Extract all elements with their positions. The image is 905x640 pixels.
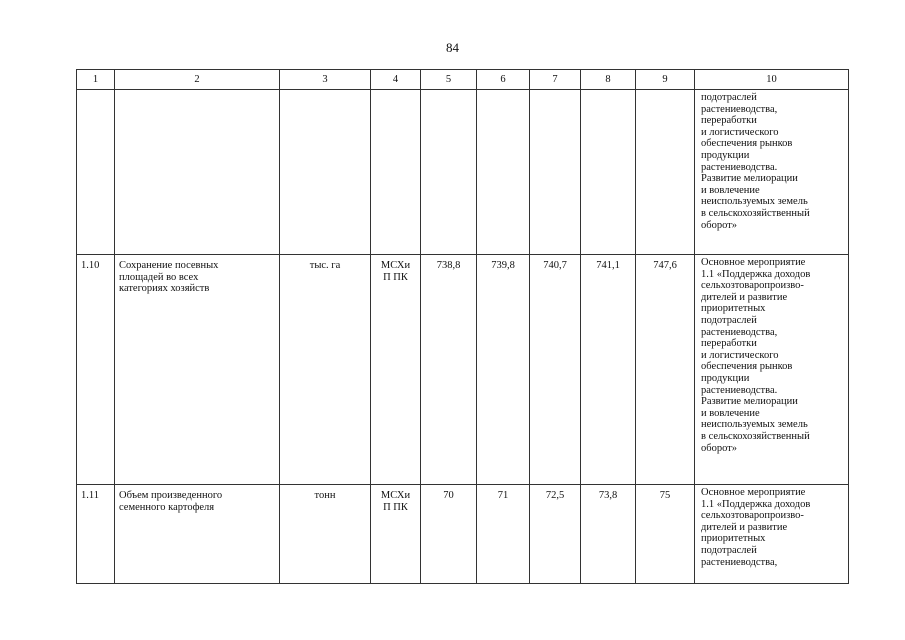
responsible-cell [371,485,421,584]
value-cell: 70 [421,485,477,584]
row-number-cell: 1.10 [77,255,115,485]
indicator-name-cell [115,90,280,255]
program-measure-line: продукции [701,372,750,384]
indicator-name-line: семенного картофеля [119,501,215,513]
program-measure-line: продукции [701,149,750,161]
row-number-cell [77,90,115,255]
program-measure-line: подотраслей [701,544,757,556]
value-cell: 75 [636,485,695,584]
program-measure-line: в сельскохозяйственный [701,207,810,219]
responsible-cell [371,90,421,255]
program-measure-line: и логистического [701,126,779,138]
program-measure-line: оборот» [701,219,738,231]
program-measure-line: Основное мероприятие [701,257,806,268]
indicator-name-cell [115,255,280,485]
indicator-name-line: Объем произведенного [119,490,223,501]
program-measure-cell [695,90,849,255]
program-measure-cell [695,255,849,485]
program-measure-line: растениеводства, [701,556,778,568]
table-row [77,90,849,255]
program-measure-line: и вовлечение [701,407,760,419]
program-measure-line: Развитие мелиорации [701,173,798,185]
value-cell: 738,8 [421,255,477,485]
value-cell: 740,7 [530,255,581,485]
program-measure-line: растениеводства. [701,161,778,173]
value-cell: 71 [477,485,530,584]
program-measure-line: сельхозтоваропроизво- [701,510,804,522]
value-cell [581,90,636,255]
program-measure-line: приоритетных [701,533,766,545]
program-measure-line: обеспечения рынков [701,361,793,373]
indicator-name-line: площадей во всех [119,271,199,283]
unit-cell: тонн [280,485,371,584]
program-measure-line: подотраслей [701,92,757,103]
program-measure-line: подотраслей [701,314,757,326]
table-row [77,255,849,485]
program-measure-line: растениеводства, [701,326,778,338]
row-number-cell: 1.11 [77,485,115,584]
value-cell: 72,5 [530,485,581,584]
responsible-line: П ПК [383,271,408,283]
unit-cell: тыс. га [280,255,371,485]
column-header: 5 [421,70,477,90]
indicator-name-cell [115,485,280,584]
program-measure-line: дителей и развитие [701,291,788,303]
program-measure-line: переработки [701,338,757,350]
unit-cell [280,90,371,255]
column-header: 8 [581,70,636,90]
column-header: 6 [477,70,530,90]
column-header: 1 [77,70,115,90]
program-measure-line: и вовлечение [701,184,760,196]
responsible-line: П ПК [383,501,408,513]
page-number: 84 [446,40,459,55]
column-header: 3 [280,70,371,90]
program-measure-line: и логистического [701,349,779,361]
value-cell: 747,6 [636,255,695,485]
responsible-line: МСХи [380,490,411,501]
program-measure-line: растениеводства, [701,103,778,115]
value-cell: 73,8 [581,485,636,584]
column-header: 7 [530,70,581,90]
value-cell: 741,1 [581,255,636,485]
value-cell: 739,8 [477,255,530,485]
program-measure-cell [695,485,849,584]
value-cell [636,90,695,255]
column-header: 9 [636,70,695,90]
indicators-table [76,69,849,584]
responsible-cell [371,255,421,485]
responsible-line: МСХи [380,260,411,271]
program-measure-line: Основное мероприятие [701,487,806,498]
table-row [77,485,849,584]
value-cell [421,90,477,255]
program-measure-line: неиспользуемых земель [701,196,808,208]
program-measure-line: 1.1 «Поддержка доходов [701,268,811,280]
program-measure-line: обеспечения рынков [701,138,793,150]
indicator-name-line: Сохранение посевных [119,260,219,271]
program-measure-line: Развитие мелиорации [701,396,798,408]
column-header: 2 [115,70,280,90]
indicator-name-line: категориях хозяйств [119,283,210,295]
program-measure-line: в сельскохозяйственный [701,430,810,442]
program-measure-line: сельхозтоваропроизво- [701,280,804,292]
program-measure-line: переработки [701,115,757,127]
program-measure-line: неиспользуемых земель [701,419,808,431]
program-measure-line: растениеводства. [701,384,778,396]
value-cell [477,90,530,255]
program-measure-line: приоритетных [701,303,766,315]
header-row [77,70,849,90]
column-header: 4 [371,70,421,90]
column-header: 10 [695,70,849,90]
value-cell [530,90,581,255]
program-measure-line: дителей и развитие [701,521,788,533]
program-measure-line: оборот» [701,442,738,454]
program-measure-line: 1.1 «Поддержка доходов [701,498,811,510]
